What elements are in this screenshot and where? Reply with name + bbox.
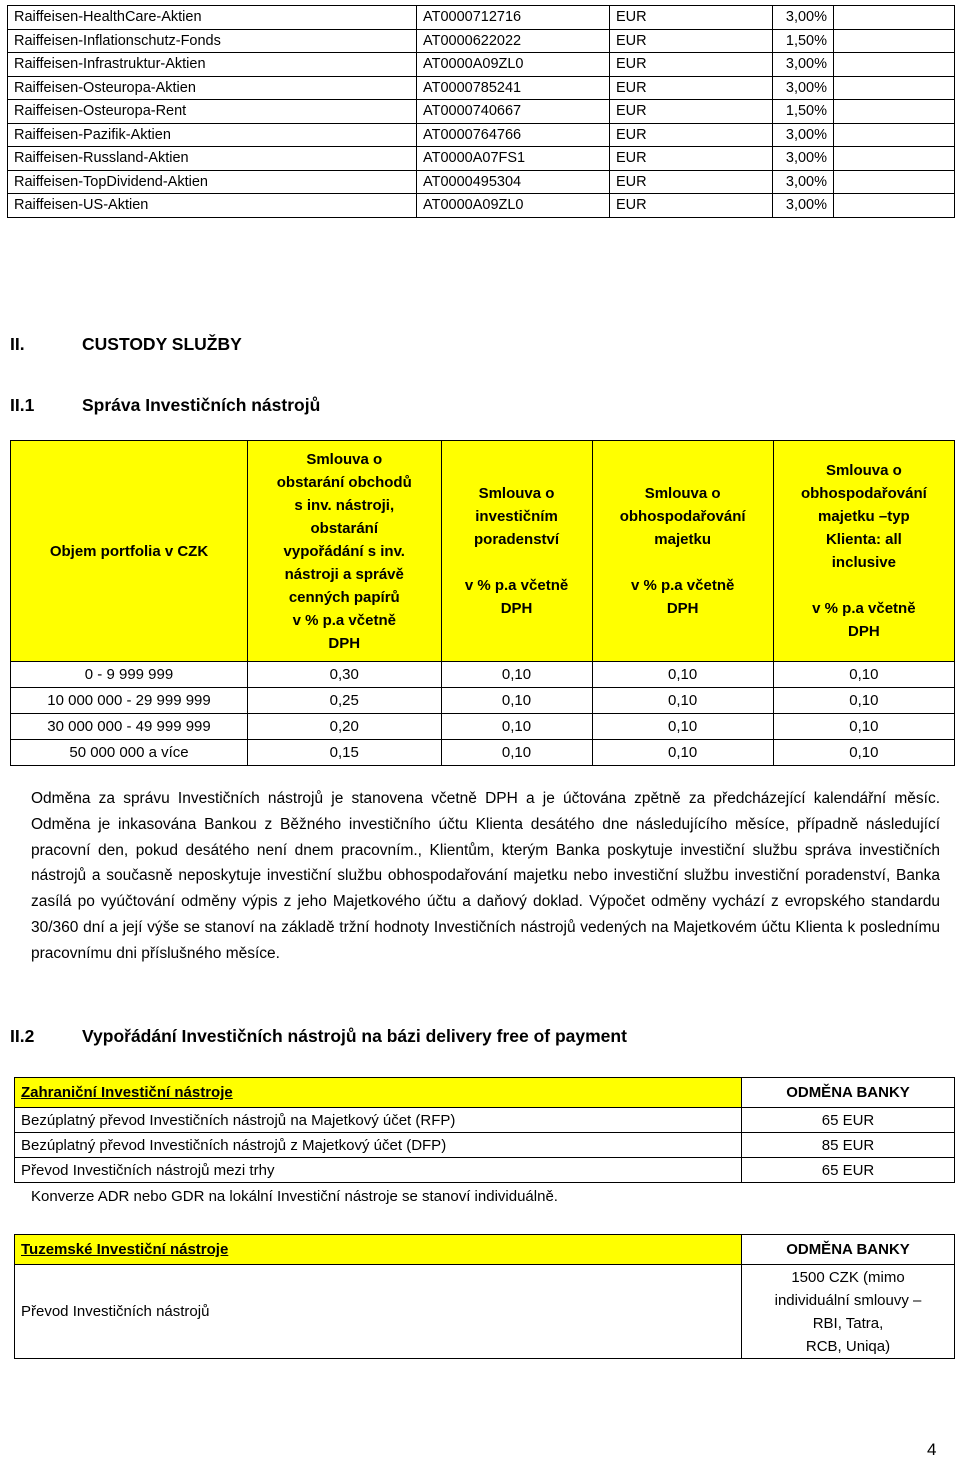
fee-matrix-header-contract-3 <box>592 441 773 662</box>
custody-fee-paragraph: Odměna za správu Investičních nástrojů je stanovena včetně DPH a je účtována zpětně za předcházející kalendářní měsíc. Odměna je inkasována Bankou z Běžného investičního účtu Klienta desátého dne následujícího měsíce, případně následující pracovní den, pokud desátého není dnem pracovním., Klientům, kterým Banka poskytuje investiční službu správa investičních nástrojů a současně neposkytuje investiční službu obhospodařování majetku nebo investiční službu investiční poradenství, Banka zasílá po vyúčtování odměny výpis z jeho Majetkového účtu a daňový doklad. Výpočet odměny vychází z evropského standardu 30/360 dní a její výše se stanoví na základě tržní hodnoty Investičních nástrojů vedených na Majetkovém účtu Klienta k poslednímu pracovnímu dni příslušného měsíce. <box>31 790 940 962</box>
fee-rate: 0,15 <box>248 740 442 766</box>
fee-rate: 0,10 <box>773 714 954 740</box>
fund-empty-cell <box>834 194 955 218</box>
section-2-1-number: II.1 <box>10 395 35 415</box>
fund-name: Raiffeisen-US-Aktien <box>8 194 417 218</box>
header-line: Smlouva o <box>478 485 555 502</box>
fund-row <box>8 6 955 30</box>
fund-fee-table <box>7 5 955 218</box>
fund-fee: 3,00% <box>773 53 834 77</box>
header-line: Klienta: all <box>825 531 902 548</box>
fee-rate: 0,10 <box>592 688 773 714</box>
fund-empty-cell <box>834 147 955 171</box>
header-line: Smlouva o <box>644 485 721 502</box>
fund-empty-cell <box>834 170 955 194</box>
header-gap <box>778 574 950 597</box>
fund-row <box>8 194 955 218</box>
foreign-row-label: Převod Investičních nástrojů mezi trhy <box>15 1158 742 1183</box>
domestic-header <box>15 1235 742 1265</box>
fund-row <box>8 123 955 147</box>
fund-name: Raiffeisen-Pazifik-Aktien <box>8 123 417 147</box>
fund-fee: 3,00% <box>773 123 834 147</box>
foreign-header <box>15 1078 742 1108</box>
header-unit-line: v % p.a včetně <box>464 577 569 594</box>
portfolio-range: 10 000 000 - 29 999 999 <box>11 688 248 714</box>
fund-currency: EUR <box>610 123 773 147</box>
fund-isin: AT0000712716 <box>417 6 610 30</box>
fee-matrix-header-contract-4 <box>773 441 954 662</box>
foreign-row <box>15 1108 955 1133</box>
header-line: obhospodařování <box>800 485 927 502</box>
domestic-fee-line: 1500 CZK (mimo <box>791 1268 905 1286</box>
foreign-row-label: Bezúplatný převod Investičních nástrojů z Majetkový účet (DFP) <box>15 1133 742 1158</box>
header-gap <box>446 551 588 574</box>
fund-name: Raiffeisen-Russland-Aktien <box>8 147 417 171</box>
fund-table-body <box>8 6 955 218</box>
fee-rate: 0,25 <box>248 688 442 714</box>
foreign-instruments-table <box>14 1077 955 1183</box>
fund-fee: 3,00% <box>773 6 834 30</box>
foreign-row <box>15 1158 955 1183</box>
fee-rate: 0,10 <box>592 740 773 766</box>
fee-matrix-body <box>11 662 955 766</box>
fund-empty-cell <box>834 53 955 77</box>
header-unit-line: DPH <box>848 623 880 640</box>
foreign-row-fee: 65 EUR <box>742 1158 955 1183</box>
fund-name: Raiffeisen-HealthCare-Aktien <box>8 6 417 30</box>
foreign-header-label: Zahraniční Investiční nástroje <box>21 1084 233 1101</box>
domestic-fee-line: RBI, Tatra, <box>812 1314 884 1332</box>
fund-currency: EUR <box>610 147 773 171</box>
header-line: v % p.a včetně <box>292 611 396 629</box>
fund-isin: AT0000622022 <box>417 29 610 53</box>
domestic-row <box>15 1265 955 1359</box>
foreign-fee-header: ODMĚNA BANKY <box>742 1078 955 1108</box>
header-line: inclusive <box>831 554 896 571</box>
fund-name: Raiffeisen-Infrastruktur-Aktien <box>8 53 417 77</box>
header-line: investičním <box>475 508 558 525</box>
fee-matrix-row <box>11 662 955 688</box>
header-unit-line: DPH <box>500 600 533 617</box>
fund-empty-cell <box>834 76 955 100</box>
fee-rate: 0,10 <box>441 662 592 688</box>
header-unit-line: v % p.a včetně <box>630 577 735 594</box>
header-line: obstarání <box>310 519 379 537</box>
fee-matrix-header-row <box>11 441 955 662</box>
foreign-row-fee: 85 EUR <box>742 1133 955 1158</box>
fund-fee: 1,50% <box>773 29 834 53</box>
fund-empty-cell <box>834 29 955 53</box>
domestic-fee-header: ODMĚNA BANKY <box>742 1235 955 1265</box>
fee-matrix-row <box>11 688 955 714</box>
fund-fee: 3,00% <box>773 194 834 218</box>
fee-rate: 0,30 <box>248 662 442 688</box>
fund-row <box>8 100 955 124</box>
fee-matrix-row <box>11 740 955 766</box>
fund-empty-cell <box>834 100 955 124</box>
section-2-title: CUSTODY SLUŽBY <box>82 334 242 354</box>
fee-rate: 0,10 <box>592 662 773 688</box>
fund-name: Raiffeisen-Inflationschutz-Fonds <box>8 29 417 53</box>
fee-rate: 0,10 <box>441 714 592 740</box>
fund-currency: EUR <box>610 76 773 100</box>
fund-name: Raiffeisen-TopDividend-Aktien <box>8 170 417 194</box>
fee-rate: 0,10 <box>773 662 954 688</box>
page-number: 4 <box>927 1440 937 1459</box>
portfolio-range: 0 - 9 999 999 <box>11 662 248 688</box>
header-line: cenných papírů <box>288 588 400 606</box>
fee-rate: 0,20 <box>248 714 442 740</box>
section-2-2-number: II.2 <box>10 1026 35 1046</box>
fund-fee: 3,00% <box>773 170 834 194</box>
foreign-header-row <box>15 1078 955 1108</box>
fund-currency: EUR <box>610 6 773 30</box>
fund-currency: EUR <box>610 170 773 194</box>
header-line: obstarání obchodů <box>276 473 412 491</box>
domestic-header-label: Tuzemské Investiční nástroje <box>21 1241 229 1258</box>
domestic-header-row <box>15 1235 955 1265</box>
foreign-row <box>15 1133 955 1158</box>
fee-matrix-header-volume: Objem portfolia v CZK <box>11 441 248 662</box>
domestic-fee-line: individuální smlouvy – <box>774 1291 922 1309</box>
fund-isin: AT0000A09ZL0 <box>417 194 610 218</box>
section-2-2-title: Vypořádání Investičních nástrojů na bázi delivery free of payment <box>82 1026 627 1046</box>
fee-matrix-header-contract-2 <box>441 441 592 662</box>
fee-rate: 0,10 <box>773 688 954 714</box>
section-2-1-title: Správa Investičních nástrojů <box>82 395 321 415</box>
fund-name: Raiffeisen-Osteuropa-Aktien <box>8 76 417 100</box>
foreign-row-label: Bezúplatný převod Investičních nástrojů na Majetkový účet (RFP) <box>15 1108 742 1133</box>
fund-isin: AT0000A07FS1 <box>417 147 610 171</box>
portfolio-range: 30 000 000 - 49 999 999 <box>11 714 248 740</box>
fund-isin: AT0000740667 <box>417 100 610 124</box>
fund-isin: AT0000785241 <box>417 76 610 100</box>
fund-fee: 3,00% <box>773 147 834 171</box>
fee-matrix-header-contract-1 <box>248 441 442 662</box>
header-line: DPH <box>328 634 361 652</box>
foreign-row-fee: 65 EUR <box>742 1108 955 1133</box>
fee-rate: 0,10 <box>773 740 954 766</box>
header-line: s inv. nástroji, <box>294 496 395 514</box>
domestic-row-fee <box>742 1265 955 1359</box>
header-line: obhospodařování <box>619 508 746 525</box>
domestic-fee-line: RCB, Uniqa) <box>805 1337 891 1355</box>
header-line: nástroji a správě <box>284 565 404 583</box>
fund-row <box>8 53 955 77</box>
fee-matrix-row <box>11 714 955 740</box>
domestic-instruments-table <box>14 1234 955 1359</box>
header-line: poradenství <box>474 531 560 548</box>
fund-isin: AT0000495304 <box>417 170 610 194</box>
fund-currency: EUR <box>610 53 773 77</box>
header-unit-line: DPH <box>666 600 699 617</box>
fund-fee: 1,50% <box>773 100 834 124</box>
fund-row <box>8 76 955 100</box>
domestic-row-label: Převod Investičních nástrojů <box>15 1265 742 1359</box>
header-line: vypořádání s inv. <box>283 542 405 560</box>
custody-fee-matrix <box>10 440 955 766</box>
header-gap <box>597 551 769 574</box>
fund-isin: AT0000764766 <box>417 123 610 147</box>
header-line: Smlouva o <box>825 462 902 479</box>
header-line: majetku –typ <box>818 508 910 525</box>
fund-currency: EUR <box>610 29 773 53</box>
portfolio-range: 50 000 000 a více <box>11 740 248 766</box>
conversion-note: Konverze ADR nebo GDR na lokální Investiční nástroje se stanoví individuálně. <box>31 1188 558 1205</box>
fund-row <box>8 147 955 171</box>
fund-empty-cell <box>834 6 955 30</box>
fund-currency: EUR <box>610 194 773 218</box>
fund-isin: AT0000A09ZL0 <box>417 53 610 77</box>
fund-name: Raiffeisen-Osteuropa-Rent <box>8 100 417 124</box>
fee-rate: 0,10 <box>441 688 592 714</box>
fund-row <box>8 29 955 53</box>
fund-currency: EUR <box>610 100 773 124</box>
header-line: Smlouva o <box>306 450 383 468</box>
fee-rate: 0,10 <box>592 714 773 740</box>
header-line: majetku <box>654 531 711 548</box>
fund-empty-cell <box>834 123 955 147</box>
fund-row <box>8 170 955 194</box>
fund-fee: 3,00% <box>773 76 834 100</box>
fee-rate: 0,10 <box>441 740 592 766</box>
section-2-number: II. <box>10 334 25 354</box>
header-unit-line: v % p.a včetně <box>812 600 916 617</box>
